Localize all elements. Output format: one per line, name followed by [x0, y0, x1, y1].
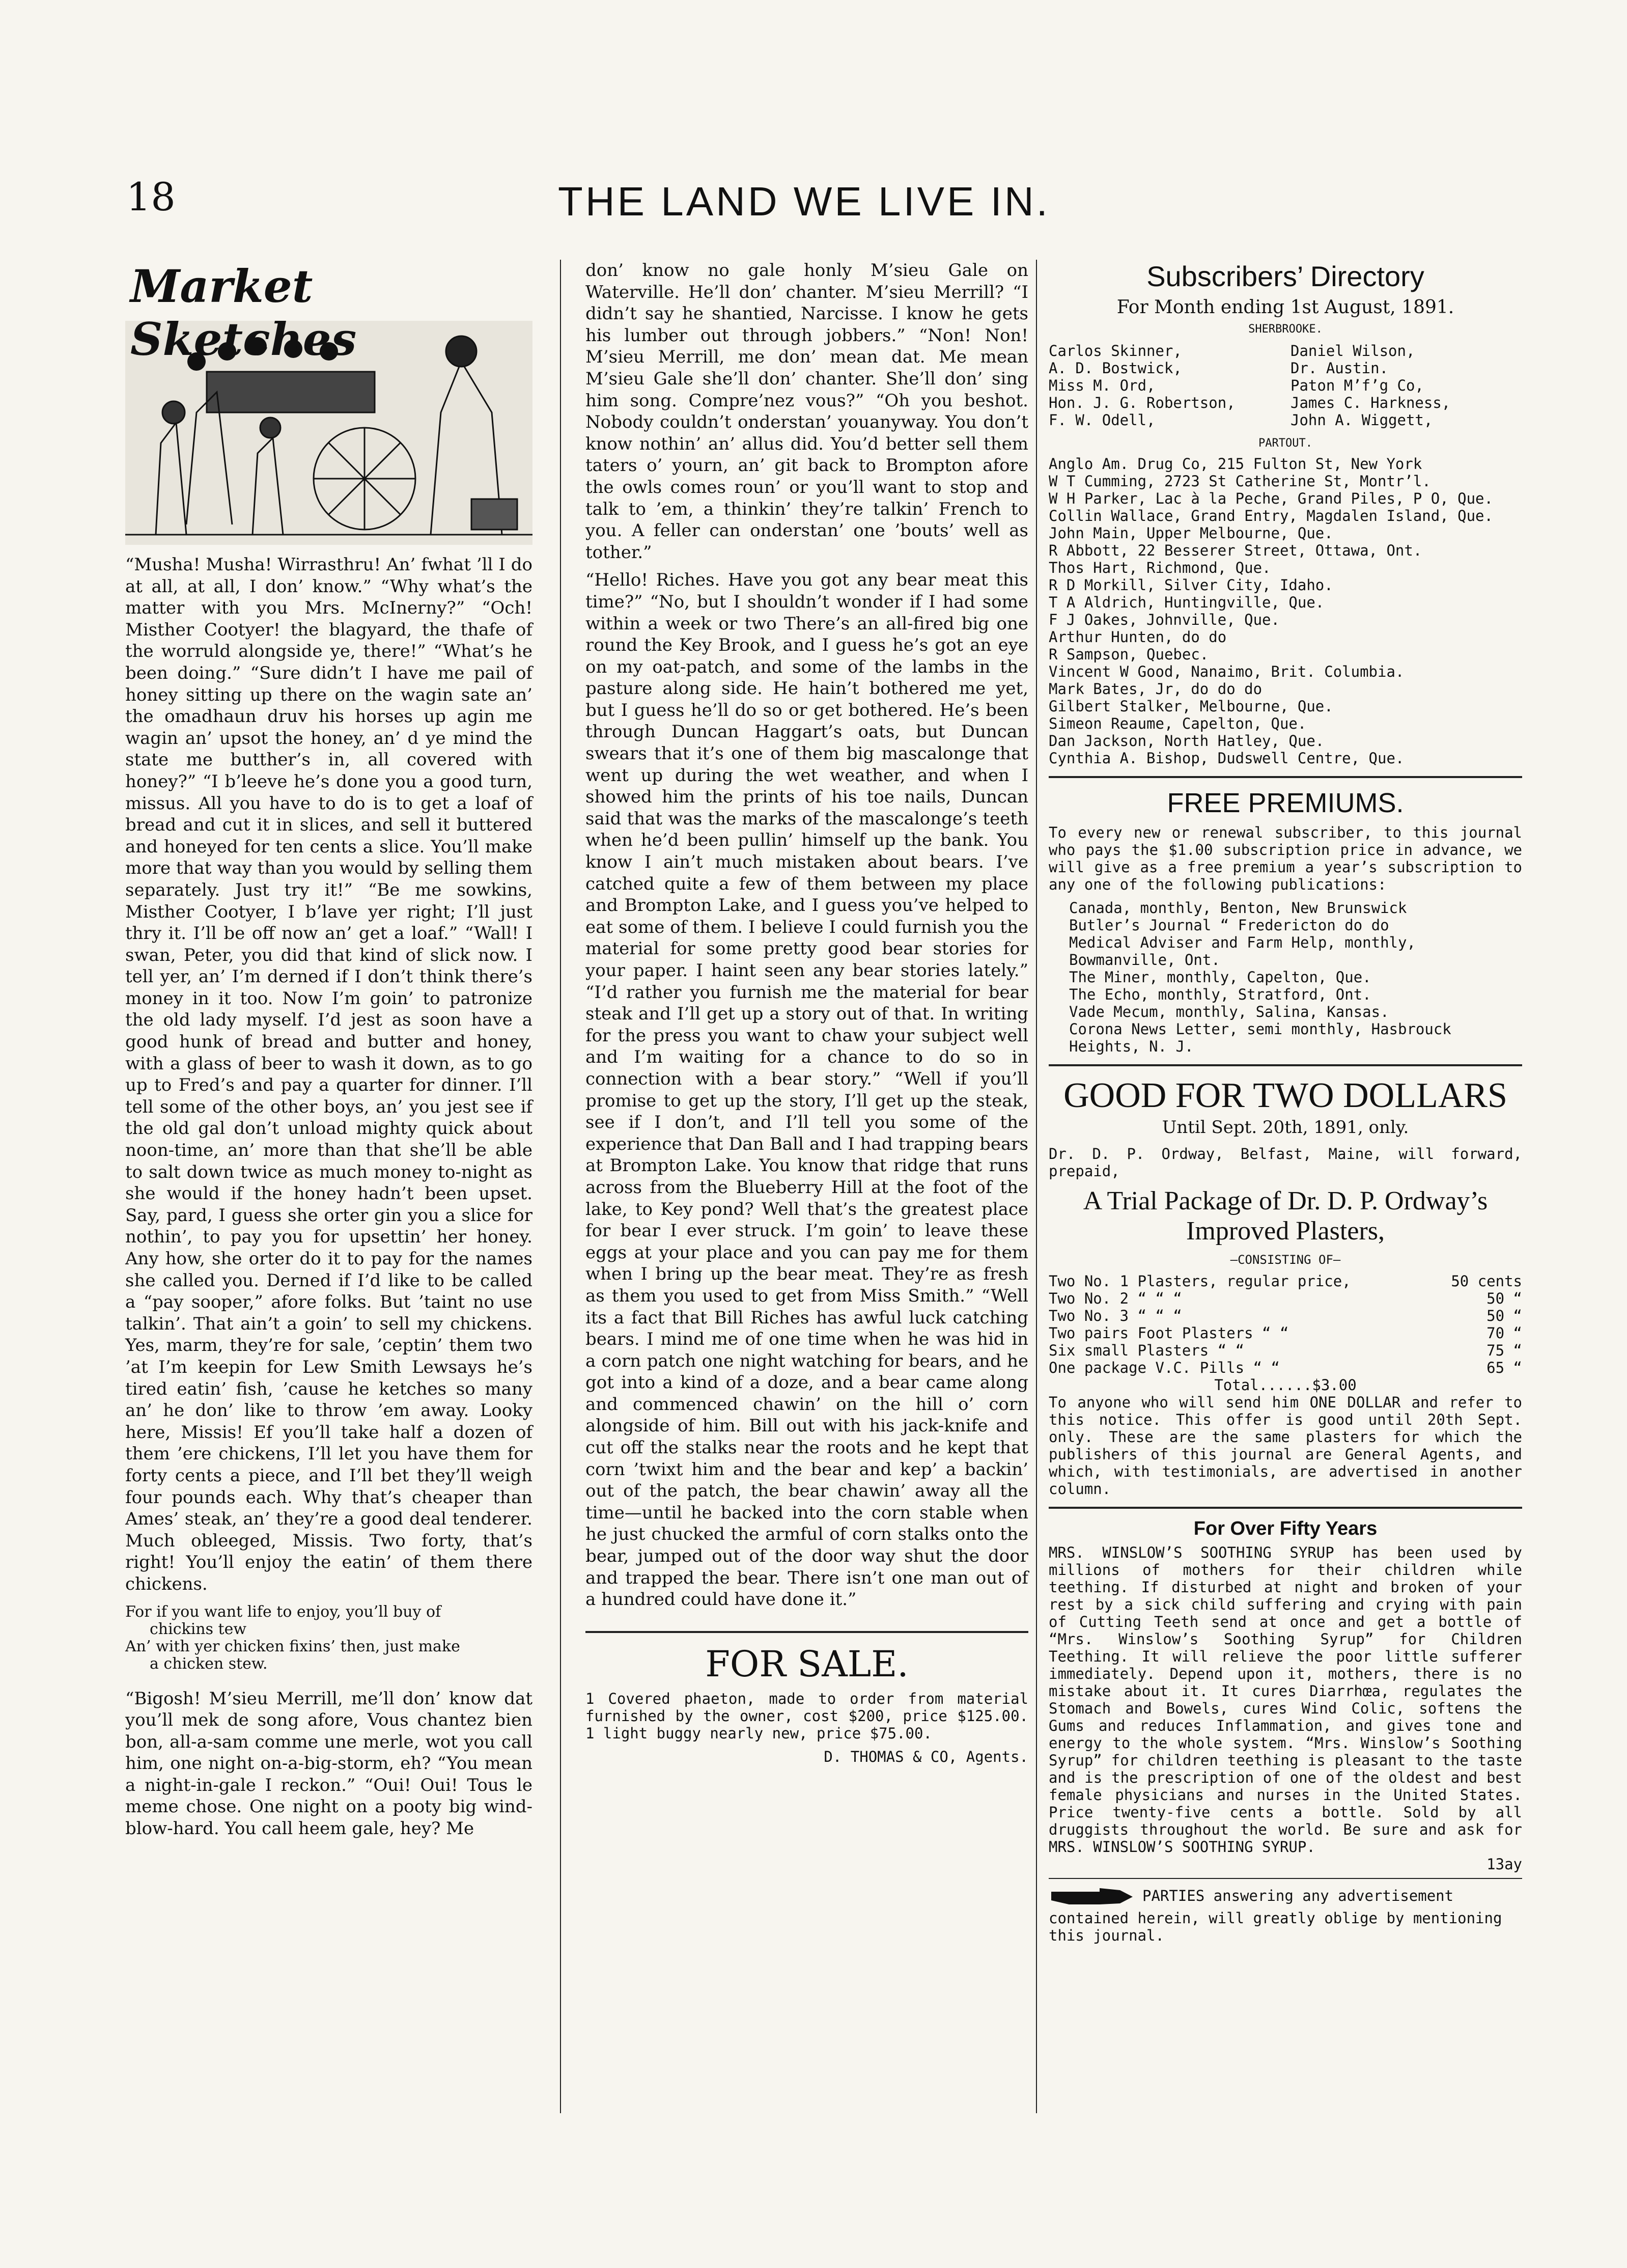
- for-sale-text: 1 Covered phaeton, made to order from material furnished by the owner, cost $200, price $125.00. 1 light buggy nearly new, price $75.00.: [585, 1690, 1028, 1742]
- item-name: Two pairs Foot Plasters “ “: [1049, 1324, 1289, 1342]
- notice: [1049, 1884, 1522, 1944]
- page-number: 18: [126, 174, 176, 219]
- subscriber: Dr. Austin.: [1291, 359, 1389, 377]
- divider: [1049, 1507, 1522, 1509]
- illustration-title: Market Sketches: [130, 260, 357, 366]
- divider: [1049, 1878, 1522, 1879]
- for-sale-title: FOR SALE.: [705, 1643, 909, 1685]
- partout-label: PARTOUT.: [1258, 437, 1312, 450]
- column-right: [1049, 260, 1522, 1944]
- item-price: 75 “: [1486, 1342, 1522, 1359]
- subscriber: Simeon Reaume, Capelton, Que.: [1049, 715, 1307, 732]
- table-row: [1049, 1290, 1522, 1307]
- table-row: [1049, 1324, 1522, 1342]
- item-price: 70 “: [1486, 1324, 1522, 1342]
- item-price: 65 “: [1486, 1359, 1522, 1376]
- ad-code: 13ay: [1486, 1856, 1522, 1873]
- premiums-title: FREE PREMIUMS.: [1167, 788, 1404, 818]
- offer-text: To anyone who will send him ONE DOLLAR and refer to this notice. This offer is good until 20th Sept. only. These are the same plasters for which the publishers of this journal are General Agents, and which, with testimonials, are advertised in another column.: [1049, 1394, 1522, 1498]
- subscriber: R Sampson, Quebec.: [1049, 646, 1209, 663]
- good-sender: Dr. D. P. Ordway, Belfast, Maine, will forward, prepaid,: [1049, 1145, 1522, 1180]
- table-row: [1049, 1273, 1522, 1290]
- item-name: One package V.C. Pills “ “: [1049, 1359, 1280, 1376]
- column-left: [125, 260, 532, 1846]
- item-name: Two No. 1 Plasters, regular price,: [1049, 1273, 1351, 1290]
- divider: [585, 1631, 1028, 1633]
- article-paragraph: “Bigosh! M’sieu Merrill, me’ll don’ know dat you’ll mek de song afore, Vous chantez bien bon, all-a-sam comme une merle, wot you call him, one night on-a-big-storm, eh? “You mean a night-in-gale I reckon.” “Oui! Oui! Tous le meme chose. One night on a pooty big wind-blow-hard. You call heem gale, hey? Me: [125, 1688, 532, 1839]
- for-sale-agent: D. THOMAS & CO, Agents.: [824, 1748, 1028, 1765]
- item-price: 50 cents: [1451, 1273, 1522, 1290]
- publication: Butler’s Journal “ Fredericton do do: [1069, 917, 1389, 934]
- subscriber: A. D. Bostwick,: [1049, 359, 1182, 377]
- subscriber: Dan Jackson, North Hatley, Que.: [1049, 732, 1325, 750]
- article-paragraph: don’ know no gale honly M’sieu Gale on Waterville. He’ll don’ chanter. M’sieu Merrill? “I didn’t say he shantied, Narcisse. I know he gets his lumber out through jobbers.” “Non! Non! M’sieu Merrill, me don’ mean dat. Me mean M’sieu Gale she’ll don’ chanter. She’ll don’ sing him song. Compre’nez vous?” “Oh you beshot. Nobody couldn’t onderstan’ youanyway. You don’t know nothin’ an’ allus did. You’d better sell them taters o’ yourn, an’ git back to Brompton afore the owls comes roun’ or you’ll want to stop and talk to ’em, a thinkin’ they’re talkin’ French to you. A feller can onderstan’ one ’bouts’ well as tother.”: [585, 260, 1028, 563]
- partout-list: [1049, 455, 1522, 767]
- article-paragraph: “Hello! Riches. Have you got any bear meat this time?” “No, but I shouldn’t wonder if I had some within a week or two There’s an all-fired big one round the Key Brook, and I guess he’s got an eye on my oat-patch, and some of the lambs in the pasture along side. He hain’t bothered me yet, but I guess he’ll do so or get bothered. He’s been through Duncan Haggart’s oats, but Duncan swears that it’s one of them big mascalonge that went up during the wet weather, and when I showed him the prints of his toe nails, Duncan said that was the marks of the mascalonge’s teeth when he’d been pullin’ himself up the bank. You know I ain’t much mistaken about bears. I’ve catched quite a few of them between my place and Brompton Lake, and I guess you’ve helped to eat some of them. I believe I could furnish you the material for some pretty good bear stories for your paper. I haint seen any bear stories lately.” “I’d rather you furnish me the material for bear steak and I’ll get up a story out of that. In writing for the press you want to chaw your subject well and I’m waiting for a chance to do so in connection with a bear story.” “Well if you’ll promise to get up the story, I’ll get up the steak, see if I don’t, and I’ll tell you some of the experience that Dan Ball and I had trapping bears at Brompton Lake. You know that ridge that runs across from the Blueberry Hill at the foot of the lake, to Key pond? Well that’s the greatest place for bear I ever struck. I’m goin’ to leave these eggs at your place and you can pay me for them when I bring up the bear meat. They’re as fresh as them you used to get from Miss Smith.” “Well its a fact that Bill Riches has awful luck catching bears. I mind me of one time when he was hid in a corn patch one night watching for bears, and he got into a kind of a doze, and a bear came along and commenced chawin’ on the hill o’ corn alongside of him. Bill out with his jack-knife and cut off the stalks near the roots and he kept that corn ’twixt him and the bear and kep’ a backin’ out of the patch, the bear chawin’ away all the time—until he backed into the corn stable when he just chucked the armful of corn stalks onto the bear, jumped out of the door way shut the door and trapped the bear. There isn’t one man out of a hundred could have done it.”: [585, 570, 1028, 1610]
- subscriber: Daniel Wilson,: [1291, 342, 1415, 359]
- item-name: Six small Plasters “ “: [1049, 1342, 1245, 1359]
- subscriber: Thos Hart, Richmond, Que.: [1049, 559, 1271, 576]
- subscriber: Carlos Skinner,: [1049, 342, 1182, 359]
- subscriber: Gilbert Stalker, Melbourne, Que.: [1049, 698, 1333, 715]
- sherbrooke-list: [1049, 342, 1522, 429]
- notice-text: PARTIES answering any advertisement contained herein, will greatly oblige by mentioning this journal.: [1049, 1887, 1502, 1944]
- subscriber: Miss M. Ord,: [1049, 377, 1156, 394]
- premiums-text: To every new or renewal subscriber, to this journal who pays the $1.00 subscription price in advance, we will give as a free premium a year’s subscription to any one of the following publications:: [1049, 824, 1522, 893]
- publication: Canada, monthly, Benton, New Brunswick: [1069, 899, 1407, 917]
- subscriber: W H Parker, Lac à la Peche, Grand Piles, P O, Que.: [1049, 490, 1493, 507]
- divider: [1049, 776, 1522, 778]
- item-name: Two No. 3 “ “ “: [1049, 1307, 1182, 1324]
- item-name: Two No. 2 “ “ “: [1049, 1290, 1182, 1307]
- subscriber: Hon. J. G. Robertson,: [1049, 394, 1236, 411]
- verse: [125, 1603, 532, 1673]
- fifty-years-text: MRS. WINSLOW’S SOOTHING SYRUP has been used by millions of mothers for their children while teething. If disturbed at night and broken of your rest by a sick child suffering and crying with pain of Cutting Teeth send at once and get a bottle of “Mrs. Winslow’s Soothing Syrup” for Children Teething. It will relieve the poor little sufferer immediately. Depend upon it, mothers, there is no mistake about it. It cures Diarrhœa, regulates the Stomach and Bowels, cures Wind Colic, softens the Gums and reduces Inflammation, and gives tone and energy to the whole system. “Mrs. Winslow’s Soothing Syrup” for children teething is pleasant to the taste and is the prescription of one of the oldest and best female physicians and nurses in the United States. Price twenty-five cents a bottle. Sold by all druggists throughout the world. Be sure and ask for MRS. WINSLOW’S SOOTHING SYRUP.: [1049, 1544, 1522, 1856]
- verse-line: a chicken stew.: [150, 1654, 268, 1673]
- subscriber: T A Aldrich, Huntingville, Que.: [1049, 594, 1325, 611]
- item-price: 50 “: [1486, 1307, 1522, 1324]
- pointing-hand-icon: [1049, 1884, 1135, 1910]
- subscriber: W T Cumming, 2723 St Catherine St, Montr’l.: [1049, 473, 1431, 490]
- subscriber: Paton M’f’g Co,: [1291, 377, 1424, 394]
- subscriber: Mark Bates, Jr, do do do: [1049, 680, 1263, 698]
- table-row: [1049, 1342, 1522, 1359]
- verse-line: An’ with yer chicken fixins’ then, just make: [125, 1637, 460, 1655]
- total: Total......$3.00: [1214, 1376, 1357, 1394]
- trial-package-title: A Trial Package of Dr. D. P. Ordway’s Improved Plasters,: [1083, 1186, 1488, 1246]
- publication: Vade Mecum, monthly, Salina, Kansas.: [1069, 1003, 1389, 1020]
- subscriber: R D Morkill, Silver City, Idaho.: [1049, 576, 1333, 594]
- directory-title: Subscribers’ Directory: [1146, 260, 1424, 292]
- publication: The Miner, monthly, Capelton, Que.: [1069, 969, 1371, 986]
- consisting-label: —CONSISTING OF—: [1230, 1253, 1341, 1267]
- subscriber: Vincent W Good, Nanaimo, Brit. Columbia.: [1049, 663, 1405, 680]
- subscriber: John Main, Upper Melbourne, Que.: [1049, 524, 1333, 542]
- column-rule: [560, 260, 561, 2113]
- column-rule: [1036, 260, 1037, 2113]
- fifty-years-title: For Over Fifty Years: [1193, 1518, 1378, 1539]
- subscriber: F J Oakes, Johnville, Que.: [1049, 611, 1280, 628]
- verse-line: For if you want life to enjoy, you’ll buy of: [125, 1602, 441, 1621]
- subscriber: F. W. Odell,: [1049, 411, 1156, 429]
- article-paragraph: “Musha! Musha! Wirrasthru! An’ fwhat ’ll I do at all, at all, I don’ know.” “Why what’s the matter with you Mrs. McInerny?” “Och! Misther Cootyer! the blagyard, the thafe of the worruld alongside ye, there!” “What’s he been doing.” “Sure didn’t I have me pail of honey sitting up there on the wagin sate an’ the omadhaun druv his horses up agin me wagin an’ upsot the honey, an’ d ye mind the state me butther’s in, all covered with honey?” “I b’leeve he’s done you a good turn, missus. All you have to do is to get a loaf of bread and cut it in slices, and sell it buttered and honeyed for ten cents a slice. You’ll make more that way than you would by selling them separately. Just try it!” “Be me sowkins, Misther Cootyer, I b’lave yer right; I’ll just thry it. I’ll be off now an’ get a loaf.” “Wall! I swan, Peter, you did that kind of slick now. I tell yer, an’ I’m derned if I don’t think there’s money in it too. Now I’m goin’ to patronize the old lady myself. I’d jest as soon have a good hunk of bread and butter and honey, with a glass of beer to wash it down, as to go up to Fred’s and pay a quarter for dinner. I’ll tell some of the other boys, an’ you jest see if the old gal don’t unload mighty quick about noon-time, an’ more than that she’ll be able to salt down twice as much money to-night as she would if the honey hadn’t been upset. Say, pard, I guess she orter gin you a slice for nothin’, to pay you for upsettin’ her honey. Any how, she orter do it to pay for the names she called you. Derned if I’d like to be called a “pay sooper,” afore folks. But ’taint no use talkin’. That ain’t a goin’ to sell my chickens. Yes, marm, they’re for sale, ’ceptin’ them two ’at I’m keepin for Lew Smith Lewsays he’s tired eatin’ fish, ’cause he ketches so many an’ he don’ like to throw ’em away. Looky here, Missis! Ef you’ll take half a dozen of them ’ere chickens, I’ll let you have them for forty cents a piece, and I’ll bet they’ll weigh four pounds each. Why that’s cheaper than Ames’ steak, an’ they’re a good deal tenderer. Much obleeged, Missis. Two forty, that’s right! You’ll enjoy the eatin’ of them there chickens.: [125, 555, 532, 1594]
- table-row: [1049, 1307, 1522, 1324]
- subscriber: Collin Wallace, Grand Entry, Magdalen Island, Que.: [1049, 507, 1493, 524]
- subscriber: Anglo Am. Drug Co, 215 Fulton St, New York: [1049, 455, 1422, 473]
- item-price: 50 “: [1486, 1290, 1522, 1307]
- market-sketches-illustration: [125, 260, 532, 545]
- good-for-two-dollars-title: GOOD FOR TWO DOLLARS: [1063, 1076, 1507, 1115]
- subscriber: R Abbott, 22 Besserer Street, Ottawa, Ont.: [1049, 542, 1422, 559]
- subscriber: James C. Harkness,: [1291, 394, 1451, 411]
- masthead-title: THE LAND WE LIVE IN.: [558, 179, 1050, 224]
- subscriber: Arthur Hunten, do do: [1049, 628, 1227, 646]
- directory-subtitle: For Month ending 1st August, 1891.: [1116, 297, 1454, 318]
- publication: Medical Adviser and Farm Help, monthly, Bowmanville, Ont.: [1069, 934, 1416, 969]
- subscriber: John A. Wiggett,: [1291, 411, 1433, 429]
- good-until: Until Sept. 20th, 1891, only.: [1162, 1117, 1409, 1138]
- plaster-price-table: [1049, 1273, 1522, 1376]
- sherbrooke-label: SHERBROOKE.: [1248, 323, 1323, 336]
- publications-list: [1049, 899, 1522, 1055]
- subscriber: Cynthia A. Bishop, Dudswell Centre, Que.: [1049, 750, 1405, 767]
- publication: Corona News Letter, semi monthly, Hasbrouck Heights, N. J.: [1069, 1020, 1451, 1055]
- publication: The Echo, monthly, Stratford, Ont.: [1069, 986, 1371, 1003]
- column-middle: [585, 260, 1028, 1765]
- verse-line: chickins tew: [150, 1620, 247, 1638]
- divider: [1049, 1064, 1522, 1066]
- table-row: [1049, 1359, 1522, 1376]
